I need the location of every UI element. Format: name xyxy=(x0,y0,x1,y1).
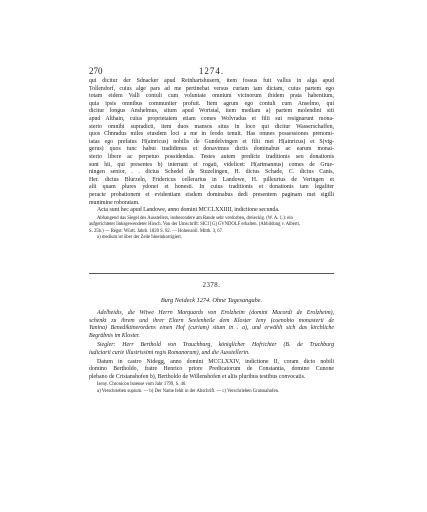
page-header xyxy=(89,66,334,77)
note-line: Abhangend das Siegel des Ausstellers, insbesondere am Rande sehr verdorben, dreieckig. (W. A. 1.): ein xyxy=(97,215,293,221)
footnote-line: a) medium ist über der Zeile hineinkorrigiert. xyxy=(97,234,182,240)
seal-line: iudiciarii curie illustrissimi regis Romanorum), und die Ausstellerin. xyxy=(89,349,250,356)
text-line: quos Chnradus miles eiusdem loci a me in feodo tenuit. Has omnes possessiones prenomi- xyxy=(89,131,334,138)
text-line: domino Bertholdo, fratre Henrico priore Predicatorum de Constantia, domino Cunone xyxy=(89,366,334,373)
text-line: tatas ego prefatus H(ainricus) nobilis de Gundelvingen et filii mei H(ainricus) et S(vig- xyxy=(89,138,334,145)
regest-paragraph xyxy=(89,310,334,340)
seal-notes xyxy=(89,216,334,242)
text-line: plebano de Cristanshofen b), Bertholdo de Willenshofen et aliis pluribus testibus convocatis. xyxy=(89,373,306,380)
text-line: totam eidem Valli contuli cum voluntate omnium vicinorum ibidem prata habentium, xyxy=(89,93,334,100)
text-line: Tollendorf, cuius alge pars ad me pertinebat versus curiam iam dictam, cuius partem ego xyxy=(89,85,334,92)
document-2378 xyxy=(89,310,334,395)
regest-line: Adelheidis, die Witwe Herrn Marquards von Erolzheim (domini Macordi de Erolzheim), xyxy=(97,310,334,316)
dating-paragraph xyxy=(89,359,334,382)
text-line: quia ipsis omnibus communiter profuit. Item agrum ego contuli cum Anselmo, qui xyxy=(89,100,334,107)
note-line: aufgerichteter linksgewendeter Hirsch. Von der Umschrift: SICI [G] GVNDOLF erhalten. (Abbildung v. Alberti, xyxy=(89,222,301,228)
footnote-line: a) Verschrieben supium. — b) Der Name fehlt in der Abschrift. — c) Verschrieben Gratsnahofen. xyxy=(97,388,280,394)
regest-line: Begräbnis im Kloster. xyxy=(89,332,140,339)
document-heading: Burg Neideck 1274. Ohne Tagesangabe. xyxy=(160,297,263,304)
text-line: Datum in castro Nidegg, anno domini MCCLXXIV, indictione II, coram dicto nobili xyxy=(97,358,334,365)
text-line: alii quam plures ydonei et honesti. In cuius traditionis et donationis tam legaliter xyxy=(89,184,334,191)
seal-line: Siegler: Herr Berthold von Trauchburg, königlicher Hofrichter (B. de Truchburg xyxy=(97,342,334,349)
document-number: 2378. xyxy=(202,282,221,289)
text-line: gerus) quos tunc habui tradidimus et donavimus dictis dominabus ac earum monai- xyxy=(89,146,334,153)
text-line: sterio omnibi supradicti, item duos mansos situs in loco qui dicitur Wasserschaffen, xyxy=(89,123,334,130)
text-line: sunt hii, qui presentes b) interrant et rogati, videlicet: H(artmannus) comes de Grue- xyxy=(89,161,334,168)
text-line: Her. dictus Blurzeln, Fridericus cellerarius in Landowe, H. pilleurius de Veringen et xyxy=(89,176,334,183)
text-line: dicitur longus Anshelmus, situm apud Wortstal, item mediam a) partem molendini siti xyxy=(89,108,334,115)
charter-paragraph xyxy=(89,78,334,215)
text-line: ningen senior, . . dictus Schedel de Stuzelingen, H. dictus Schade, C. dictus Canis, xyxy=(89,169,334,176)
text-line: munimine roboratam. xyxy=(89,199,140,206)
page-number: 270 xyxy=(89,66,103,76)
previous-document-text xyxy=(89,78,334,241)
text-line: apud Althain, cuius proprietatem etiam comes Wolvradus et filii sui resignarunt mona- xyxy=(89,115,334,122)
source-line: Iseny. Chronicon Isnense vom Jahr 1799, S. 46. xyxy=(97,382,187,388)
note-line: S. 25b.) — Regst: Württ. Jahrb. 1820 S. 82. — Hohenzoll. Mitth. 3, 67. xyxy=(89,228,224,234)
text-line: sterio libere ac perpetuo possidendas. Testes autem predicte traditionis seu donationis xyxy=(89,153,334,160)
regest-line: schenkt zu ihrem und ihrer Eltern Seelenheile dem Kloster Ieny (coenobio monasterii de xyxy=(89,317,334,324)
text-line: qui dicitur der Sdnacker apud Reinhartshusern, item fossus fuit vallus in alga apud xyxy=(89,78,334,84)
seal-paragraph xyxy=(89,342,334,357)
dating-line: Acta sunt hec apud Landowe, anno domini MCCLXXIIII, indictione secunda. xyxy=(97,207,280,214)
running-title: 1274. xyxy=(198,66,225,76)
text-line: peracte probationem et evidentiam eisdem dominabus dedi presentem paginam mei sigilli xyxy=(89,191,334,198)
document-notes xyxy=(89,382,334,395)
section-divider xyxy=(89,273,334,274)
regest-line: Yanina) Benediktinerordens einen Hof (curiam) situm in . a), und erwählt sich das kirchliche xyxy=(89,325,334,332)
